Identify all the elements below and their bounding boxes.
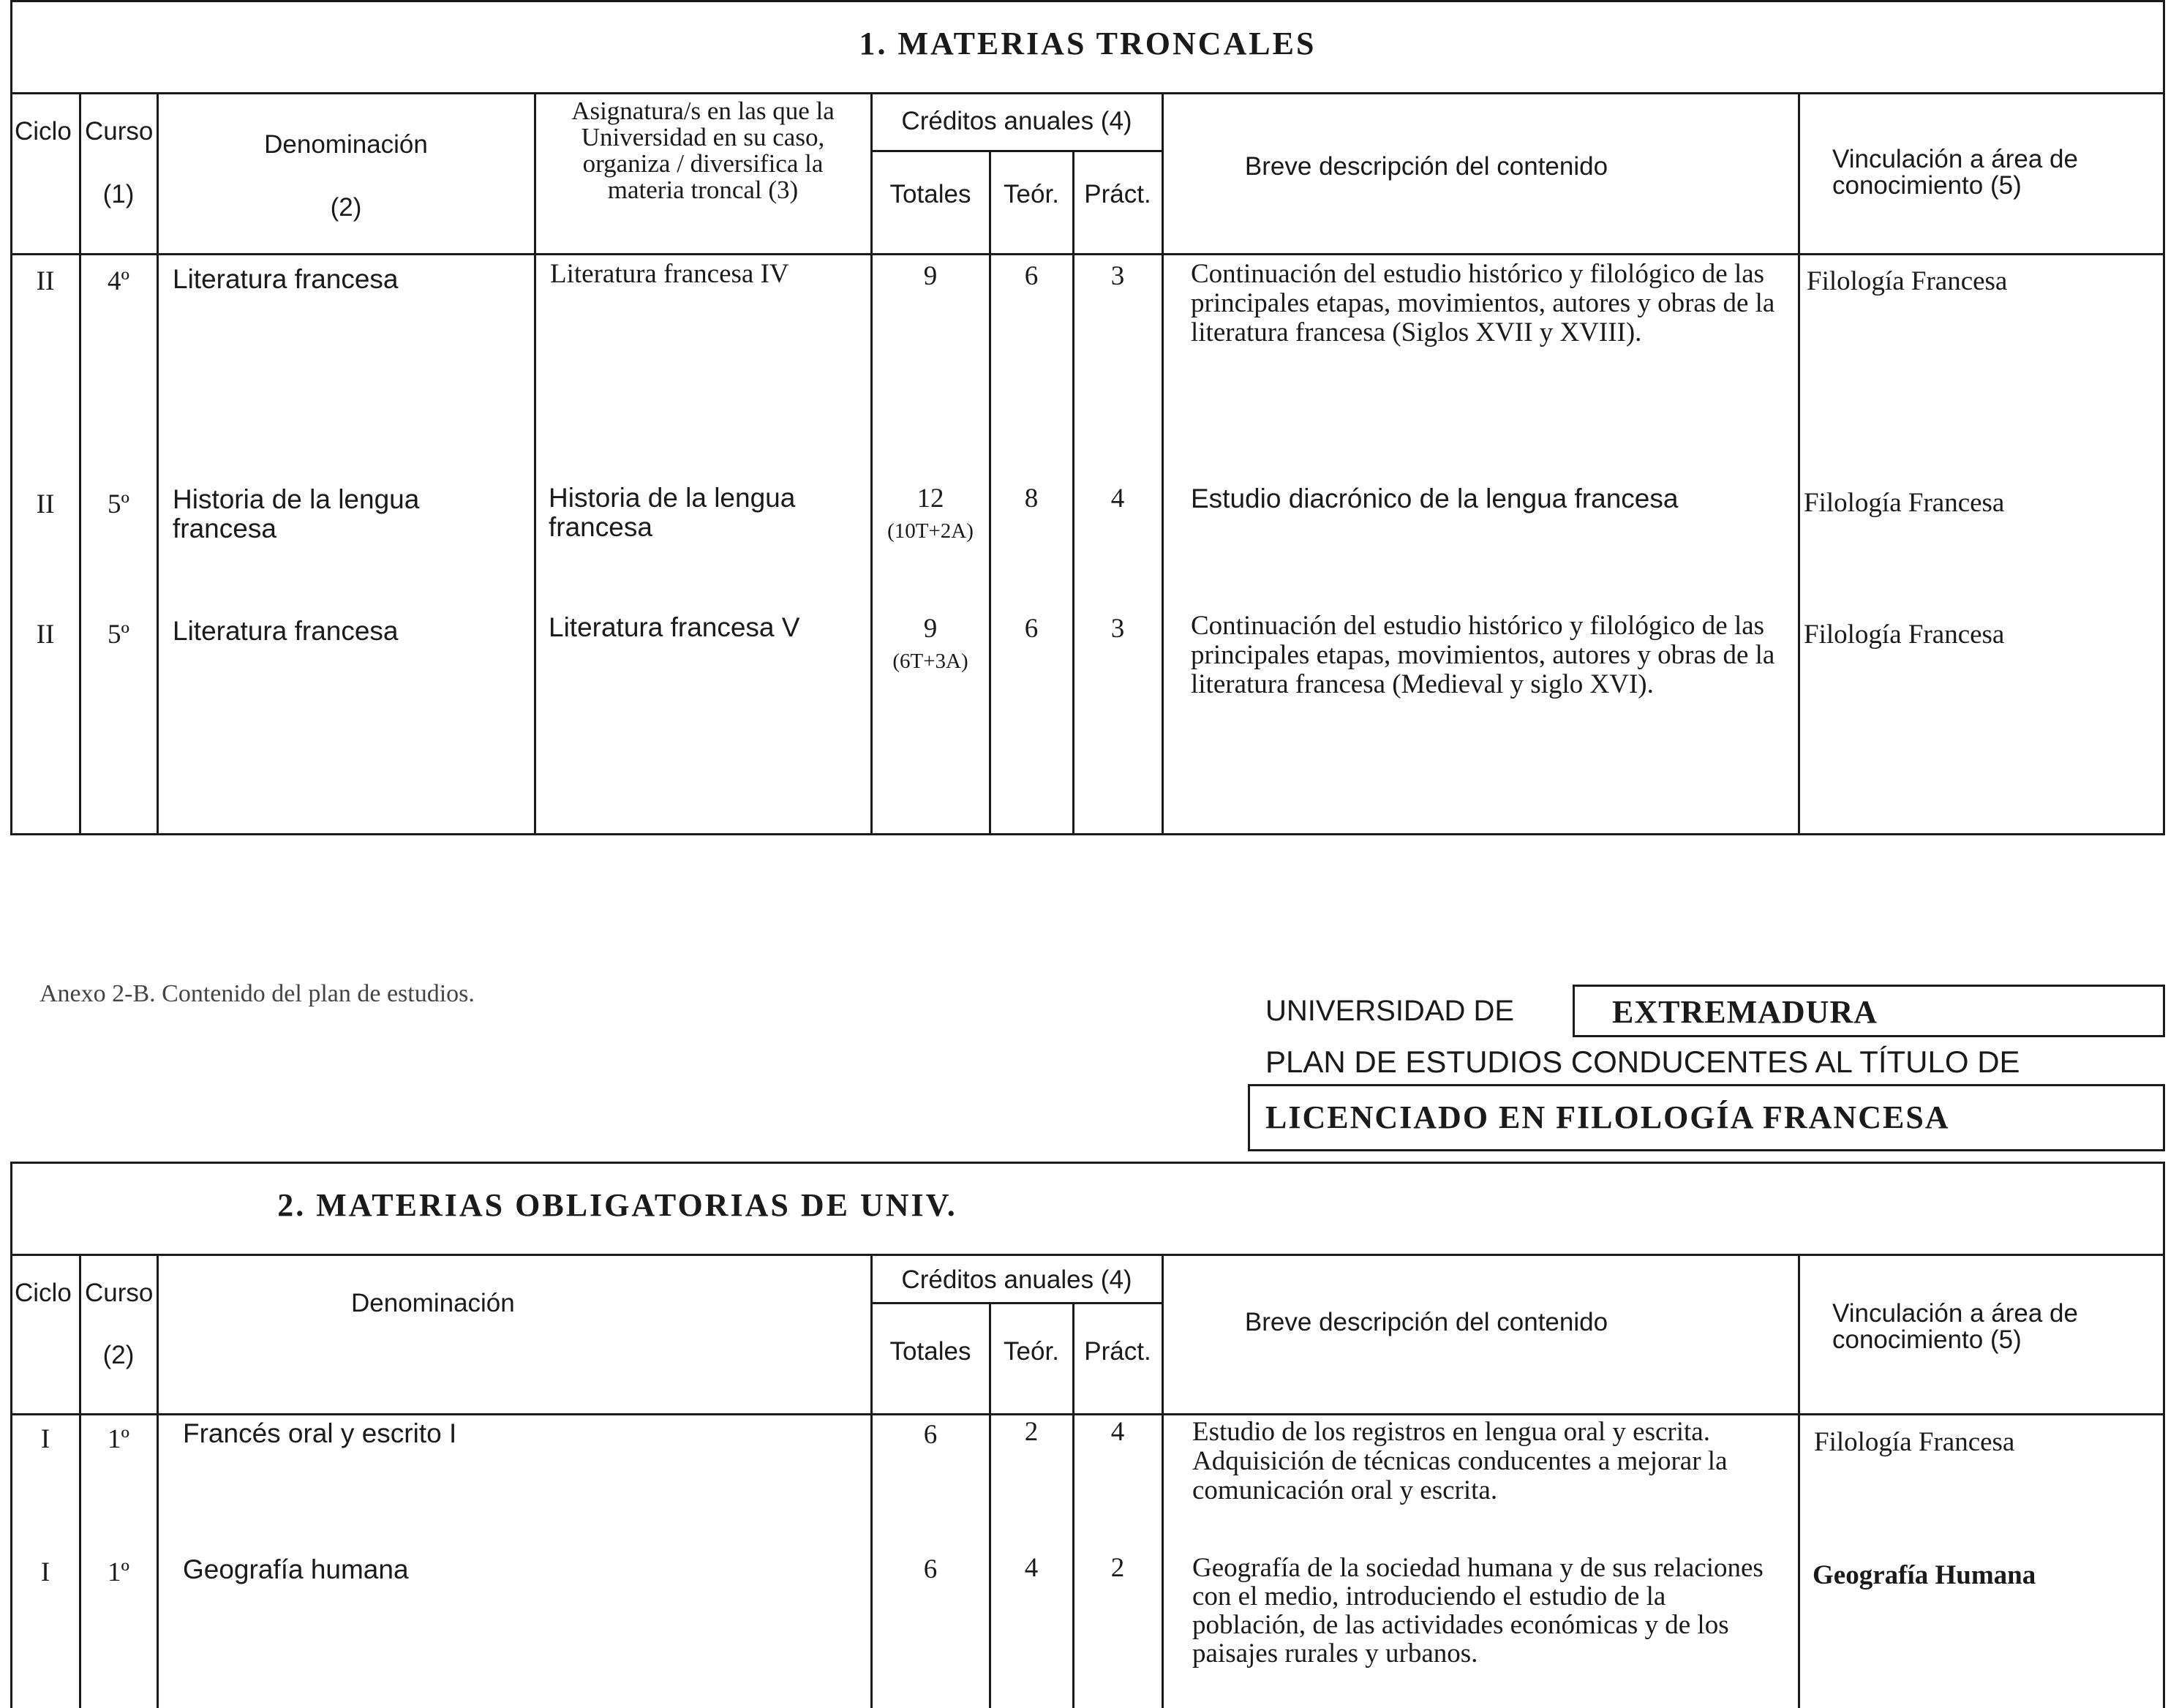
section-title: 2. MATERIAS OBLIGATORIAS DE UNIV.	[277, 1187, 957, 1223]
row2-descripcion: Estudio diacrónico de la lengua francesa	[1191, 484, 1679, 513]
header-curso: Curso	[85, 1279, 154, 1307]
row1-teor: 2	[1024, 1417, 1039, 1447]
obligatorias-right	[2163, 1162, 2165, 1708]
title-divider	[10, 92, 2165, 94]
header-vinculacion-line: Vinculación a área de	[1832, 1299, 2078, 1328]
header-asignaturas-line: Universidad en su caso,	[581, 123, 825, 151]
row1-ciclo: I	[40, 1424, 50, 1454]
header-vinculacion-line: Vinculación a área de	[1832, 145, 2078, 173]
row2-asignatura: Historia de la lengua francesa	[549, 483, 796, 542]
row1-curso: 1º	[108, 1424, 129, 1454]
row1-area: Filología Francesa	[1807, 266, 2008, 296]
header-asignaturas-line: organiza / diversifica la	[582, 149, 824, 178]
section-title: 1. MATERIAS TRONCALES	[859, 26, 1317, 61]
row2-ciclo: II	[36, 489, 55, 519]
row3-area: Filología Francesa	[1804, 620, 2005, 650]
header-vinculacion	[1832, 146, 2154, 199]
row3-pract: 3	[1110, 614, 1125, 644]
col-line	[870, 1254, 873, 1708]
row3-descripcion: Continuación del estudio histórico y filológico de las principales etapas, movimientos, autores y obras de la literatura francesa (Medieval y siglo XVI).	[1191, 611, 1775, 699]
row2-area: Filología Francesa	[1804, 488, 2005, 518]
row3-asignatura: Literatura francesa V	[549, 612, 800, 642]
header-creditos: Créditos anuales (4)	[901, 1265, 1132, 1294]
row1-descripcion: Estudio de los registros en lengua oral y escrita. Adquisición de técnicas conducentes a mejorar la comunicación oral y escrita.	[1192, 1417, 1728, 1505]
col-line	[157, 1254, 159, 1708]
row1-denominacion: Literatura francesa	[173, 264, 399, 294]
row2-totales: 12	[916, 484, 944, 513]
universidad-label: UNIVERSIDAD DE	[1265, 995, 1515, 1027]
row3-ciclo: II	[36, 620, 55, 650]
header-creditos: Créditos anuales (4)	[901, 107, 1132, 135]
header-asignaturas-line: materia troncal (3)	[607, 176, 799, 204]
row3-totales: 9	[923, 614, 938, 644]
row2-curso: 1º	[108, 1557, 129, 1587]
row2-ciclo: I	[40, 1557, 50, 1587]
title-divider	[10, 1254, 2165, 1256]
header-vinculacion-line: conocimiento (5)	[1832, 1325, 2022, 1354]
header-descripcion: Breve descripción del contenido	[1244, 152, 1608, 181]
row3-teor: 6	[1024, 614, 1039, 644]
row1-totales: 9	[923, 261, 938, 291]
row3-totales-note: (6T+3A)	[892, 650, 968, 673]
header-pract: Práct.	[1084, 1337, 1151, 1366]
annex-caption: Anexo 2-B. Contenido del plan de estudios.	[39, 980, 475, 1007]
header-totales: Totales	[889, 180, 971, 208]
creditos-divider	[870, 150, 1162, 152]
row1-descripcion: Continuación del estudio histórico y filológico de las principales etapas, movimientos, autores y obras de la literatura francesa (Siglos XVII y XVIII).	[1191, 259, 1775, 347]
col-line	[1798, 1254, 1800, 1708]
row2-area: Geografía Humana	[1813, 1560, 2036, 1590]
row2-denominacion: Historia de la lengua francesa	[173, 484, 420, 543]
row1-denominacion: Francés oral y escrito I	[183, 1418, 457, 1448]
header-teor: Teór.	[1004, 180, 1059, 208]
header-ciclo: Ciclo	[15, 117, 72, 146]
col-line	[534, 92, 536, 835]
header-totales: Totales	[889, 1337, 971, 1366]
header-vinculacion	[1832, 1301, 2154, 1353]
row1-asignatura: Literatura francesa IV	[550, 259, 789, 289]
header-denominacion: Denominación	[264, 130, 428, 159]
row1-pract: 4	[1110, 1417, 1125, 1447]
row1-ciclo: II	[36, 266, 55, 296]
universidad-value: EXTREMADURA	[1612, 994, 1878, 1030]
header-divider	[10, 253, 2165, 255]
obligatorias-top	[10, 1162, 2165, 1164]
row3-denominacion: Literatura francesa	[173, 616, 399, 646]
header-curso: Curso	[85, 117, 154, 146]
row2-teor: 8	[1024, 484, 1039, 513]
row2-pract: 2	[1110, 1553, 1125, 1583]
header-denominacion: Denominación	[351, 1289, 515, 1317]
header-divider	[10, 1413, 2165, 1415]
titulo-value: LICENCIADO EN FILOLOGÍA FRANCESA	[1265, 1099, 1950, 1135]
header-ciclo: Ciclo	[15, 1279, 72, 1307]
header-asignaturas-line: Asignatura/s en las que la	[571, 97, 835, 125]
header-descripcion: Breve descripción del contenido	[1244, 1308, 1608, 1336]
row2-descripcion: Geografía de la sociedad humana y de sus relaciones con el medio, introduciendo el estudio de la población, de las actividades económicas y de los paisajes rurales y urbanos.	[1192, 1553, 1764, 1669]
plan-label: PLAN DE ESTUDIOS CONDUCENTES AL TÍTULO DE	[1265, 1045, 2020, 1079]
col-line	[79, 1254, 81, 1708]
header-asignaturas	[535, 98, 870, 203]
header-curso-note: (1)	[102, 180, 135, 208]
row2-teor: 4	[1024, 1553, 1039, 1583]
col-line	[1798, 92, 1800, 835]
col-line	[1162, 92, 1164, 835]
row2-curso: 5º	[108, 489, 129, 519]
header-curso-note: (2)	[102, 1341, 135, 1369]
row2-pract: 4	[1110, 484, 1125, 513]
row2-totales-note: (10T+2A)	[887, 519, 974, 543]
creditos-divider	[870, 1302, 1162, 1304]
header-pract: Práct.	[1084, 180, 1151, 208]
row1-area: Filología Francesa	[1814, 1427, 2015, 1457]
header-teor: Teór.	[1004, 1337, 1059, 1366]
row2-denominacion: Geografía humana	[183, 1554, 409, 1584]
row1-pract: 3	[1110, 261, 1125, 291]
header-vinculacion-line: conocimiento (5)	[1832, 171, 2022, 200]
row3-curso: 5º	[108, 620, 129, 650]
row1-curso: 4º	[108, 266, 129, 296]
row1-teor: 6	[1024, 261, 1039, 291]
header-denominacion-note: (2)	[330, 193, 362, 222]
row2-totales: 6	[923, 1554, 938, 1584]
row1-totales: 6	[923, 1420, 938, 1450]
